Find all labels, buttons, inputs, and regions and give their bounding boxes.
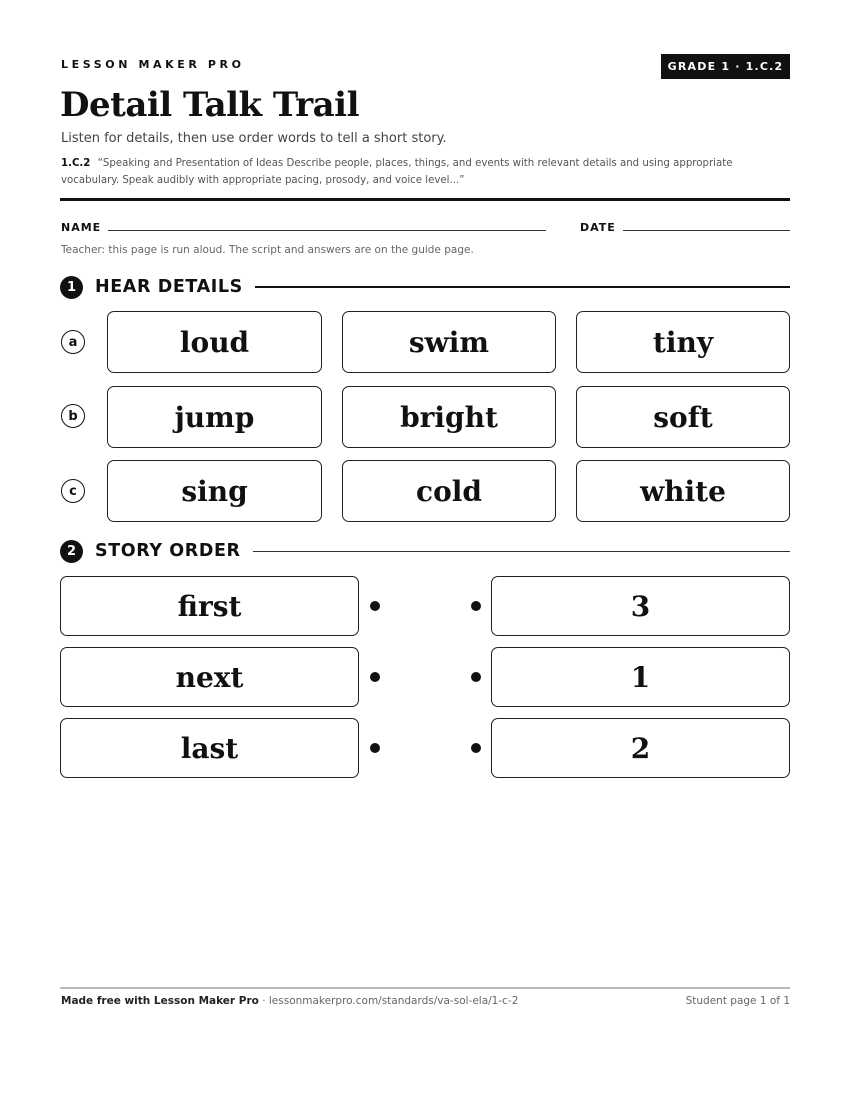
word-card[interactable]: loud [107, 311, 322, 373]
order-number-card[interactable]: 2 [491, 718, 790, 778]
section-number-badge: 1 [60, 276, 83, 299]
match-dot-right[interactable] [471, 672, 481, 682]
word-card[interactable]: soft [576, 386, 790, 448]
name-label: NAME [61, 221, 102, 234]
standard-description [61, 155, 791, 189]
section-rule [255, 286, 790, 288]
footer-credit [61, 995, 518, 1007]
teacher-note: Teacher: this page is run aloud. The script and answers are on the guide page. [61, 244, 474, 256]
footer-divider [60, 987, 790, 989]
grade-badge: GRADE 1 · 1.C.2 [661, 54, 790, 79]
section-title: HEAR DETAILS [95, 277, 243, 297]
section-story-order-header [60, 539, 790, 563]
word-card[interactable]: tiny [576, 311, 790, 373]
date-field-line[interactable] [623, 230, 790, 231]
row-letter-c: c [61, 479, 85, 503]
standard-text: “Speaking and Presentation of Ideas Describe people, places, things, and events with relevant details and using appropriate vocabulary. Speak audibly with appropriate pacing, prosody, and voice level...” [61, 158, 733, 186]
match-dot-left[interactable] [370, 601, 380, 611]
section-number-badge: 2 [60, 540, 83, 563]
word-card[interactable]: cold [342, 460, 556, 522]
footer-url[interactable]: · lessonmakerpro.com/standards/va-sol-ela/1-c-2 [258, 995, 519, 1007]
header-divider [60, 198, 790, 201]
word-card[interactable]: white [576, 460, 790, 522]
match-dot-right[interactable] [471, 743, 481, 753]
brand-name: LESSON MAKER PRO [61, 58, 245, 71]
row-letter-a: a [61, 330, 85, 354]
match-dot-left[interactable] [370, 672, 380, 682]
match-dot-left[interactable] [370, 743, 380, 753]
page-title: Detail Talk Trail [60, 85, 360, 125]
word-card[interactable]: sing [107, 460, 322, 522]
date-label: DATE [580, 221, 616, 234]
word-card[interactable]: swim [342, 311, 556, 373]
name-field-line[interactable] [108, 230, 546, 231]
standard-code: 1.C.2 [61, 158, 91, 169]
word-card[interactable]: jump [107, 386, 322, 448]
order-number-card[interactable]: 1 [491, 647, 790, 707]
order-word-card[interactable]: next [60, 647, 359, 707]
page-subtitle: Listen for details, then use order words to tell a short story. [61, 131, 447, 146]
order-word-card[interactable]: last [60, 718, 359, 778]
row-letter-b: b [61, 404, 85, 428]
section-rule [253, 551, 790, 552]
match-dot-right[interactable] [471, 601, 481, 611]
order-word-card[interactable]: first [60, 576, 359, 636]
word-card[interactable]: bright [342, 386, 556, 448]
order-number-card[interactable]: 3 [491, 576, 790, 636]
section-hear-details-header [60, 275, 790, 299]
section-title: STORY ORDER [95, 541, 241, 561]
footer-page-number: Student page 1 of 1 [685, 995, 790, 1007]
footer-made-with: Made free with Lesson Maker Pro [61, 995, 259, 1007]
